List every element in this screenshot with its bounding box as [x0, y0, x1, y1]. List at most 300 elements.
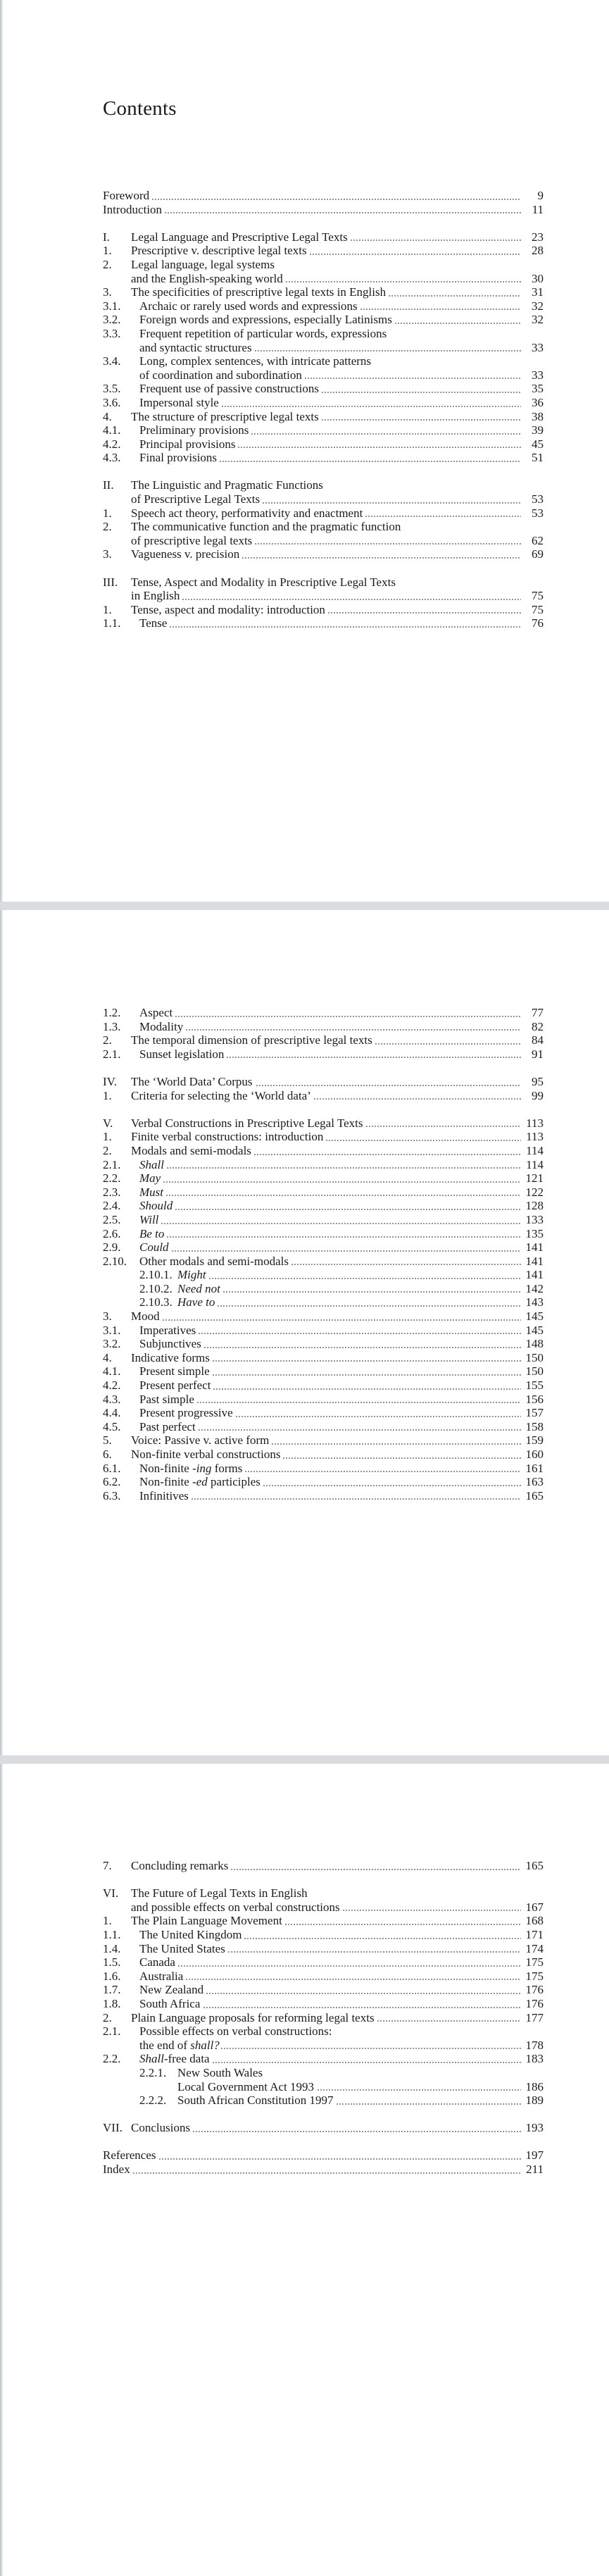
toc-page-number: 189 — [525, 2093, 544, 2108]
toc-entry[interactable] — [103, 2163, 544, 2177]
toc-entry-title: Non-finite verbal constructions — [131, 1448, 281, 1461]
toc-page-number: 122 — [525, 1185, 544, 1199]
toc-entry[interactable] — [103, 313, 544, 327]
toc-page-number: 176 — [525, 1983, 544, 1997]
toc-page-number: 51 — [532, 451, 544, 465]
toc-entry-number: 3.2. — [103, 313, 121, 327]
toc-entry[interactable] — [103, 2080, 544, 2094]
toc-page-number: 150 — [525, 1364, 544, 1379]
toc-page-number: 163 — [525, 1475, 544, 1489]
toc-page-number: 175 — [525, 1969, 544, 1983]
toc-entry[interactable] — [103, 492, 544, 506]
leader-dots — [220, 2048, 521, 2049]
toc-entry-number: 4.4. — [103, 1406, 121, 1420]
leader-dots — [227, 1951, 521, 1953]
toc-entry-number: 4. — [103, 409, 112, 423]
toc-entry[interactable] — [103, 423, 544, 437]
toc-entry-title: Shall — [139, 1157, 164, 1171]
toc-page-number: 165 — [525, 1488, 544, 1502]
toc-page-number: 159 — [525, 1433, 544, 1448]
leader-dots — [151, 199, 521, 200]
toc-entry-title: Shall-free data — [139, 2052, 210, 2066]
leader-dots — [321, 392, 521, 393]
toc-entry-title: Concluding remarks — [131, 1859, 229, 1872]
toc-entry[interactable] — [103, 1914, 544, 1928]
leader-dots — [166, 1236, 521, 1238]
toc-entry-title: Voice: Passive v. active form — [131, 1433, 270, 1448]
toc-entry[interactable] — [103, 1489, 544, 1503]
toc-entry[interactable] — [103, 299, 544, 313]
toc-entry[interactable] — [103, 616, 544, 630]
toc-page-number: 69 — [532, 547, 544, 561]
leader-dots — [350, 239, 521, 241]
toc-entry-number: 2.4. — [103, 1199, 121, 1213]
toc-entry[interactable] — [103, 1420, 544, 1434]
toc-entry[interactable] — [103, 327, 544, 341]
leader-dots — [185, 1979, 521, 1980]
leader-dots — [251, 433, 521, 435]
leader-dots — [166, 1167, 521, 1169]
toc-spacer — [103, 1873, 544, 1887]
toc-entry-number: 3.1. — [103, 1323, 121, 1337]
toc-entry-title: Vagueness v. precision — [131, 547, 240, 561]
toc-page-number: 23 — [532, 230, 544, 244]
toc-page-number: 143 — [525, 1295, 544, 1309]
toc-page-number: 178 — [525, 2038, 544, 2052]
toc-page-number: 39 — [532, 423, 544, 437]
leader-dots — [212, 1374, 521, 1376]
toc-entry[interactable] — [103, 1393, 544, 1407]
toc-entry-title: Frequent use of passive constructions — [139, 382, 319, 396]
toc-entry[interactable] — [103, 1130, 544, 1144]
toc-entry[interactable] — [103, 1171, 544, 1186]
toc-page-number: 30 — [532, 271, 544, 285]
toc-entry[interactable] — [103, 520, 544, 534]
toc-entry[interactable] — [103, 410, 544, 424]
toc-entry[interactable] — [103, 1379, 544, 1393]
toc-entry-title: Might — [177, 1268, 206, 1282]
toc-entry[interactable] — [103, 1033, 544, 1047]
toc-entry[interactable] — [103, 506, 544, 521]
toc-entry[interactable] — [103, 203, 544, 217]
toc-entry-number: 2.1. — [103, 1157, 121, 1171]
toc-entry[interactable] — [103, 534, 544, 548]
toc-entry[interactable] — [103, 1240, 544, 1255]
toc-entry-title: Have to — [177, 1295, 215, 1309]
toc-page-number: 155 — [525, 1379, 544, 1393]
toc-entry-title: Non-finite -ing forms — [139, 1461, 243, 1475]
leader-dots — [256, 1085, 521, 1086]
toc-page-number: 141 — [525, 1240, 544, 1255]
toc-entry-number: 3.6. — [103, 395, 121, 409]
toc-entry[interactable] — [103, 258, 544, 272]
toc-entry[interactable] — [103, 1433, 544, 1448]
leader-dots — [244, 1938, 521, 1939]
toc-entry-number: 1.7. — [103, 1983, 121, 1997]
toc-entry-title: Legal language, legal systems — [131, 257, 275, 271]
toc-entry-number: 4.5. — [103, 1419, 121, 1433]
toc-entry-title: Could — [139, 1240, 169, 1255]
toc-entry-number: 2.2.2. — [139, 2093, 167, 2108]
toc-page-number: 31 — [532, 285, 544, 299]
toc-entry[interactable] — [103, 1475, 544, 1489]
toc-entry-title: Possible effects on verbal constructions: — [139, 2024, 332, 2039]
toc-entry-number: 6. — [103, 1448, 112, 1461]
toc-entry-number: 3.4. — [103, 354, 121, 368]
toc-entry[interactable] — [103, 244, 544, 258]
toc-page-number: 91 — [532, 1047, 544, 1061]
toc-entry-title: Will — [139, 1212, 159, 1226]
toc-entry-title: Verbal Constructions in Prescriptive Legal Texts — [131, 1116, 363, 1130]
toc-entry-title: Past simple — [139, 1392, 194, 1406]
toc-entry[interactable] — [103, 575, 544, 590]
toc-page-number: 75 — [532, 602, 544, 616]
leader-dots — [221, 406, 521, 407]
toc-spacer — [103, 2108, 544, 2122]
toc-entry[interactable] — [103, 1955, 544, 1970]
toc-entry-number: 2.10.1. — [139, 1268, 172, 1282]
toc-entry[interactable] — [103, 1144, 544, 1158]
toc-page-number: 35 — [532, 382, 544, 396]
toc-entry-number: 1.5. — [103, 1955, 121, 1970]
toc-page-number: 148 — [525, 1337, 544, 1351]
toc-entry-number: 3. — [103, 1309, 112, 1324]
toc-page-number: 145 — [525, 1309, 544, 1324]
toc-entry-number: VI. — [103, 1886, 119, 1900]
toc-entry[interactable] — [103, 1351, 544, 1365]
leader-dots — [198, 1429, 521, 1431]
toc-page-number: 211 — [526, 2163, 544, 2177]
toc-entry-title: Criteria for selecting the ‘World data’ — [131, 1088, 311, 1102]
toc-entry-title: of coordination and subordination — [139, 368, 302, 382]
leader-dots — [175, 1016, 521, 1017]
toc-entry[interactable] — [103, 1227, 544, 1241]
toc-entry-title: Modals and semi-modals — [131, 1143, 251, 1157]
toc-entry-title: Local Government Act 1993 — [177, 2079, 315, 2093]
toc-entry-title: Final provisions — [139, 451, 218, 465]
leader-dots — [284, 1924, 521, 1925]
leader-dots — [336, 2103, 521, 2105]
toc-entry[interactable] — [103, 2052, 544, 2066]
toc-entry[interactable] — [103, 1928, 544, 1942]
toc-entry-number: 1. — [103, 602, 112, 616]
toc-page-number: 193 — [525, 2121, 544, 2135]
leader-dots — [317, 2089, 521, 2091]
leader-dots — [158, 2158, 522, 2160]
toc-entry[interactable] — [103, 1859, 544, 1873]
toc-page-2 — [0, 910, 609, 1755]
toc-entry-number: 1.2. — [103, 1006, 121, 1019]
toc-entry-number: 5. — [103, 1433, 112, 1448]
toc-list — [103, 1006, 544, 1502]
toc-entry-number: 2. — [103, 1143, 112, 1157]
toc-entry-number: 4. — [103, 1350, 112, 1364]
toc-entry-number: IV. — [103, 1074, 117, 1088]
toc-entry[interactable] — [103, 1089, 544, 1103]
toc-entry-number: 1. — [103, 1914, 112, 1928]
toc-entry[interactable] — [103, 1075, 544, 1089]
toc-entry[interactable] — [103, 2121, 544, 2135]
toc-entry-number: 7. — [103, 1859, 112, 1872]
toc-entry[interactable] — [103, 1997, 544, 2011]
toc-entry-title: Modality — [139, 1019, 184, 1033]
toc-entry-number: 1.1. — [103, 616, 121, 630]
toc-entry-title: Preliminary provisions — [139, 423, 249, 437]
toc-entry[interactable] — [103, 1406, 544, 1420]
toc-page-number: 77 — [532, 1006, 544, 1019]
toc-entry[interactable] — [103, 1324, 544, 1338]
toc-entry-title: Other modals and semi-modals — [139, 1254, 289, 1268]
toc-entry[interactable] — [103, 1006, 544, 1020]
toc-entry-number: V. — [103, 1116, 113, 1130]
toc-entry-number: 6.2. — [103, 1475, 121, 1489]
toc-page-number: 157 — [525, 1406, 544, 1420]
leader-dots — [206, 1993, 521, 1994]
leader-dots — [327, 612, 521, 614]
leader-dots — [375, 1043, 521, 1045]
toc-entry[interactable] — [103, 1186, 544, 1200]
toc-entry-title: Present progressive — [139, 1406, 233, 1420]
toc-entry[interactable] — [103, 1020, 544, 1034]
leader-dots — [219, 461, 521, 462]
toc-spacer — [103, 2135, 544, 2149]
toc-entry-title: Non-finite -ed participles — [139, 1475, 260, 1489]
toc-page-number: 75 — [532, 589, 544, 603]
toc-spacer — [103, 1102, 544, 1116]
leader-dots — [304, 378, 521, 379]
toc-page-number: 33 — [532, 368, 544, 382]
leader-dots — [185, 1029, 521, 1031]
toc-entry-number: II. — [103, 478, 114, 492]
toc-entry-number: 1.1. — [103, 1927, 121, 1941]
toc-entry[interactable] — [103, 272, 544, 286]
toc-entry[interactable] — [103, 1047, 544, 1062]
toc-entry-number: 4.3. — [103, 1392, 121, 1406]
toc-entry[interactable] — [103, 451, 544, 465]
leader-dots — [212, 2062, 521, 2063]
leader-dots — [309, 254, 521, 255]
toc-entry-title: Tense, Aspect and Modality in Prescriptive Legal Texts — [131, 575, 396, 589]
toc-entry[interactable] — [103, 1886, 544, 1900]
toc-entry[interactable] — [103, 1942, 544, 1956]
toc-entry[interactable] — [103, 189, 544, 203]
leader-dots — [212, 1360, 521, 1362]
leader-dots — [285, 281, 521, 282]
leader-dots — [226, 1057, 521, 1058]
toc-entry-title: the end of shall? — [139, 2038, 220, 2052]
toc-entry-title: The United States — [139, 1941, 225, 1955]
toc-entry-title: Canada — [139, 1955, 175, 1970]
toc-entry-number: 1. — [103, 244, 112, 258]
toc-entry[interactable] — [103, 1983, 544, 1997]
toc-entry-title: Impersonal style — [139, 395, 219, 409]
toc-spacer — [103, 216, 544, 230]
toc-entry[interactable] — [103, 1282, 544, 1296]
toc-entry-number: 2. — [103, 1033, 112, 1047]
toc-entry-title: Infinitives — [139, 1488, 189, 1502]
toc-entry[interactable] — [103, 1337, 544, 1351]
toc-entry-number: 2.10. — [103, 1254, 127, 1268]
toc-entry-title: Tense — [139, 616, 168, 630]
toc-page-number: 133 — [525, 1212, 544, 1226]
toc-entry-title: Plain Language proposals for reforming legal texts — [131, 2010, 375, 2024]
toc-entry[interactable] — [103, 354, 544, 368]
toc-page-number: 114 — [526, 1157, 544, 1171]
toc-entry[interactable] — [103, 1295, 544, 1309]
toc-entry[interactable] — [103, 2148, 544, 2163]
toc-page-number: 161 — [525, 1461, 544, 1475]
toc-entry[interactable] — [103, 368, 544, 382]
toc-page-number: 177 — [525, 2010, 544, 2024]
toc-entry[interactable] — [103, 1268, 544, 1282]
leader-dots — [254, 543, 521, 545]
toc-entry[interactable] — [103, 1255, 544, 1269]
toc-entry[interactable] — [103, 1900, 544, 1915]
toc-entry-number: 2. — [103, 2010, 112, 2024]
toc-page-number: 186 — [525, 2079, 544, 2093]
toc-entry[interactable] — [103, 230, 544, 244]
toc-entry[interactable] — [103, 547, 544, 561]
toc-page-number: 36 — [532, 395, 544, 409]
toc-entry-number: 4.2. — [103, 1379, 121, 1393]
toc-entry-title: Present perfect — [139, 1379, 211, 1393]
toc-entry[interactable] — [103, 2024, 544, 2039]
toc-entry[interactable] — [103, 437, 544, 452]
toc-entry-number: 3. — [103, 547, 112, 561]
toc-entry-title: The communicative function and the pragmatic function — [131, 520, 401, 534]
toc-entry-number: 1.4. — [103, 1941, 121, 1955]
toc-entry[interactable] — [103, 1448, 544, 1462]
toc-entry[interactable] — [103, 1199, 544, 1213]
toc-page-number: 99 — [532, 1088, 544, 1102]
toc-page-number: 82 — [532, 1019, 544, 1033]
toc-entry-number: 2. — [103, 257, 112, 271]
toc-entry-number: 2.2. — [103, 1171, 121, 1186]
toc-page-number: 62 — [532, 533, 544, 547]
toc-entry-number: 1.6. — [103, 1969, 121, 1983]
toc-page-number: 113 — [526, 1130, 544, 1144]
toc-entry-number: 2.3. — [103, 1185, 121, 1199]
toc-page-3 — [0, 1764, 609, 2576]
toc-entry[interactable] — [103, 341, 544, 355]
toc-list — [103, 189, 544, 630]
toc-entry[interactable] — [103, 1462, 544, 1476]
toc-entry[interactable] — [103, 382, 544, 396]
leader-dots — [213, 1388, 521, 1390]
toc-entry-title: Archaic or rarely used words and expressions — [139, 299, 358, 313]
toc-entry-number: 3.1. — [103, 299, 121, 313]
leader-dots — [377, 2020, 521, 2022]
toc-entry-number: 3.2. — [103, 1337, 121, 1351]
toc-entry-title: and syntactic structures — [139, 340, 252, 354]
leader-dots — [175, 1209, 521, 1210]
toc-entry[interactable] — [103, 285, 544, 299]
toc-entry[interactable] — [103, 589, 544, 603]
toc-entry-number: 4.3. — [103, 451, 121, 465]
toc-entry-number: 2.9. — [103, 1240, 121, 1255]
toc-entry[interactable] — [103, 478, 544, 492]
toc-entry-title: May — [139, 1171, 161, 1186]
toc-entry-number: 4.1. — [103, 423, 121, 437]
toc-page-number: 197 — [525, 2148, 544, 2163]
leader-dots — [196, 1402, 521, 1403]
toc-entry-title: in English — [131, 589, 180, 603]
toc-entry[interactable] — [103, 2039, 544, 2053]
toc-entry[interactable] — [103, 396, 544, 410]
toc-entry[interactable] — [103, 2011, 544, 2025]
toc-entry-number: 1.8. — [103, 1996, 121, 2010]
toc-spacer — [103, 561, 544, 575]
toc-page-number: 141 — [525, 1254, 544, 1268]
page-title: Contents — [103, 97, 177, 120]
toc-entry-title: Mood — [131, 1309, 160, 1324]
toc-entry-number: VII. — [103, 2121, 123, 2135]
toc-page-number: 53 — [532, 492, 544, 506]
toc-page-number: 167 — [525, 1900, 544, 1914]
leader-dots — [271, 1443, 521, 1445]
toc-page-number: 156 — [525, 1392, 544, 1406]
toc-entry-number: 2.10.3. — [139, 1295, 172, 1309]
toc-entry-number: 6.1. — [103, 1461, 121, 1475]
leader-dots — [365, 1126, 521, 1127]
toc-entry-title: Sunset legislation — [139, 1047, 225, 1061]
toc-entry-number: 6.3. — [103, 1488, 121, 1502]
toc-entry[interactable] — [103, 1213, 544, 1227]
toc-page-number: 11 — [532, 202, 544, 216]
toc-entry-title: Should — [139, 1199, 173, 1213]
leader-dots — [217, 1305, 521, 1307]
leader-dots — [163, 1181, 521, 1183]
leader-dots — [235, 1416, 521, 1417]
toc-entry-title: Prescriptive v. descriptive legal texts — [131, 244, 307, 258]
toc-entry[interactable] — [103, 1970, 544, 1984]
toc-page-number: 145 — [525, 1323, 544, 1337]
toc-entry-number: 4.1. — [103, 1364, 121, 1379]
toc-page-number: 128 — [525, 1199, 544, 1213]
toc-entry[interactable] — [103, 1116, 544, 1131]
toc-entry-title: Finite verbal constructions: introduction — [131, 1130, 324, 1144]
toc-entry[interactable] — [103, 2093, 544, 2108]
toc-page-number: 176 — [525, 1996, 544, 2010]
leader-dots — [394, 323, 521, 324]
toc-entry[interactable] — [103, 2066, 544, 2080]
leader-dots — [192, 2131, 521, 2132]
toc-page-number: 160 — [525, 1448, 544, 1461]
toc-entry-title: Introduction — [103, 202, 163, 216]
toc-entry[interactable] — [103, 1158, 544, 1172]
leader-dots — [237, 447, 521, 448]
toc-entry[interactable] — [103, 1309, 544, 1324]
leader-dots — [241, 557, 521, 559]
leader-dots — [263, 1485, 521, 1486]
toc-entry-title: and the English-speaking world — [131, 271, 283, 285]
leader-dots — [365, 516, 521, 517]
toc-entry-title: References — [103, 2148, 156, 2163]
toc-entry-title: The ‘World Data’ Corpus — [131, 1074, 253, 1088]
toc-entry-title: Frequent repetition of particular words, expressions — [139, 326, 387, 340]
toc-entry[interactable] — [103, 603, 544, 617]
toc-entry-title: The specificities of prescriptive legal texts in English — [131, 285, 387, 299]
leader-dots — [244, 1471, 521, 1472]
toc-entry-title: Long, complex sentences, with intricate patterns — [139, 354, 372, 368]
toc-page-number: 175 — [525, 1955, 544, 1970]
toc-entry-number: 2.10.2. — [139, 1281, 172, 1295]
leader-dots — [291, 1264, 521, 1265]
toc-entry-title: Need not — [177, 1281, 220, 1295]
toc-entry[interactable] — [103, 1364, 544, 1379]
toc-entry-title: Imperatives — [139, 1323, 196, 1337]
toc-entry-title: of prescriptive legal texts — [131, 533, 253, 547]
